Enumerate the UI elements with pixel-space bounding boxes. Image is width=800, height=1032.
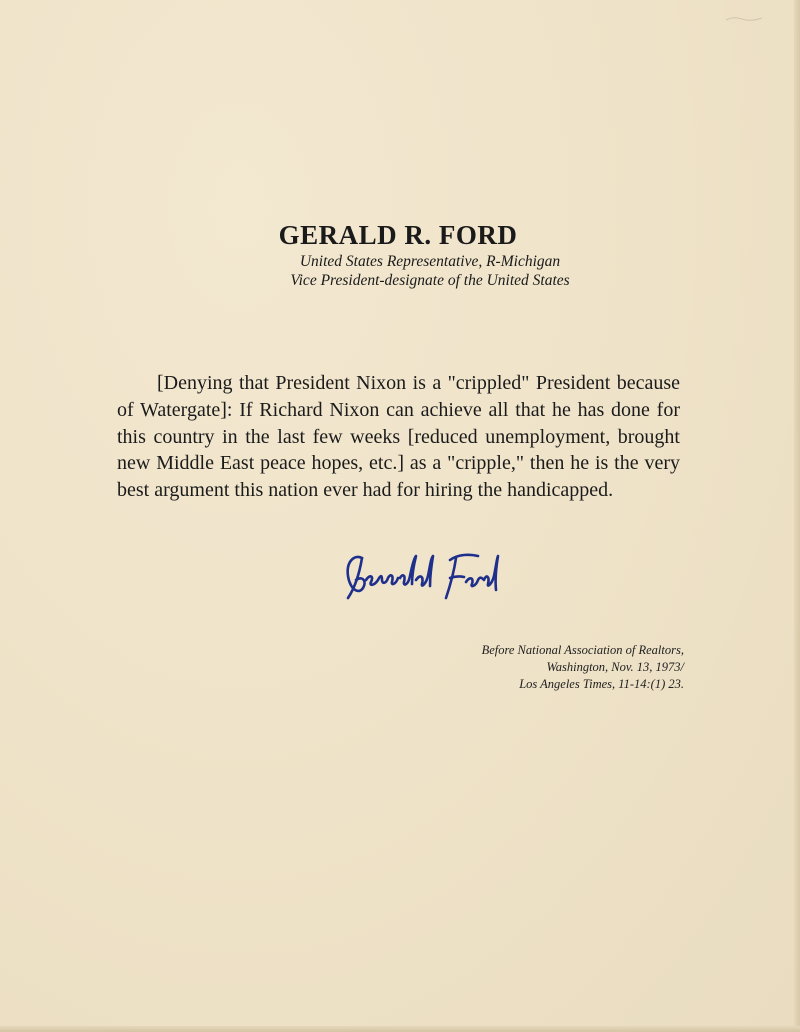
page-edge-bottom — [0, 1026, 800, 1032]
document-header — [0, 218, 800, 290]
source-line-2: Washington, Nov. 13, 1973/ — [546, 660, 684, 674]
author-title-line-2: Vice President-designate of the United States — [290, 272, 570, 289]
source-citation — [482, 642, 684, 693]
corner-pencil-mark — [724, 14, 764, 24]
source-line-1: Before National Association of Realtors, — [481, 643, 684, 657]
author-title-line-1: United States Representative, R-Michigan — [299, 253, 561, 270]
quote-paragraph: [Denying that President Nixon is a "crippled" President because of Watergate]: If Richard Nixon can achieve all that he has done for this country in the last few weeks [reduced unemployment, brought new Middle East peace hopes, etc.] as a "cripple," then he is the very best argument this nation ever had for hiring the handicapped. — [117, 372, 680, 502]
author-name: GERALD R. FORD — [278, 220, 518, 250]
source-line-3: Los Angeles Times, 11-14:(1) 23. — [519, 677, 684, 691]
page-edge-right — [794, 0, 800, 1032]
handwritten-signature — [338, 540, 508, 610]
